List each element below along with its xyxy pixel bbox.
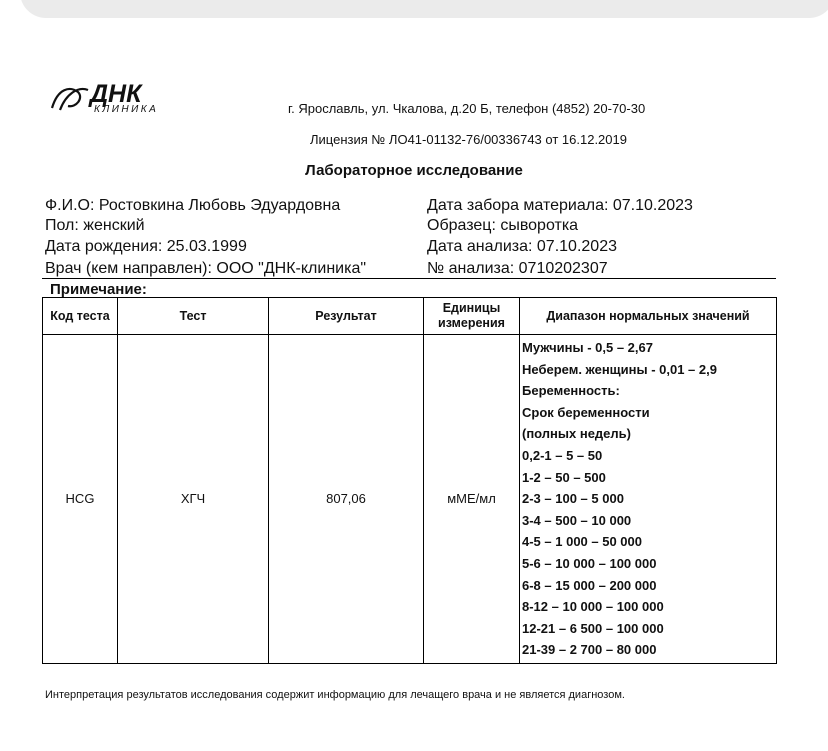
patient-name: Ф.И.О: Ростовкина Любовь Эдуардовна <box>45 197 341 214</box>
range-line: (полных недель) <box>522 426 631 442</box>
header-units: Единицы измерения <box>424 298 520 335</box>
range-line: 6-8 – 15 000 – 200 000 <box>522 577 657 593</box>
analysis-date: Дата анализа: 07.10.2023 <box>427 238 617 255</box>
table-row <box>43 335 777 664</box>
table-header-row <box>43 298 777 335</box>
patient-birth-date: Дата рождения: 25.03.1999 <box>45 238 247 255</box>
logo-sub: КЛИНИКА <box>94 104 159 115</box>
range-line: 4-5 – 1 000 – 50 000 <box>522 534 642 550</box>
range-line: 12-21 – 6 500 – 100 000 <box>522 620 664 636</box>
sample-type: Образец: сыворотка <box>427 217 579 234</box>
cell-reference-ranges <box>520 335 777 664</box>
page-title: Лабораторное исследование <box>305 162 523 179</box>
range-line: Беременность: <box>522 383 620 399</box>
cell-result: 807,06 <box>269 335 424 664</box>
range-line: 8-12 – 10 000 – 100 000 <box>522 599 664 615</box>
header-test-code: Код теста <box>43 298 118 335</box>
results-table <box>42 297 777 664</box>
range-line: 5-6 – 10 000 – 100 000 <box>522 555 657 571</box>
range-line: Мужчины - 0,5 – 2,67 <box>522 340 653 355</box>
window-top-bar <box>20 0 828 18</box>
analysis-number: № анализа: 0710202307 <box>427 260 608 277</box>
header-test: Тест <box>118 298 269 335</box>
clinic-address: г. Ярославль, ул. Чкалова, д.20 Б, телефон (4852) 20-70-30 <box>288 101 646 116</box>
range-line: Неберем. женщины - 0,01 – 2,9 <box>522 361 717 377</box>
range-line: 1-2 – 50 – 500 <box>522 469 606 485</box>
range-line: 0,2-1 – 5 – 50 <box>522 447 603 463</box>
cell-test-name: ХГЧ <box>118 335 269 664</box>
header-divider <box>42 278 776 279</box>
range-line: 2-3 – 100 – 5 000 <box>522 491 624 507</box>
clinic-license: Лицензия № ЛО41-01132-76/00336743 от 16.12.2019 <box>310 132 627 147</box>
referring-doctor: Врач (кем направлен): ООО "ДНК-клиника" <box>45 260 367 277</box>
note-label: Примечание: <box>50 281 147 298</box>
range-line: 3-4 – 500 – 10 000 <box>522 512 632 528</box>
collection-date: Дата забора материала: 07.10.2023 <box>427 197 693 214</box>
header-result: Результат <box>269 298 424 335</box>
range-line: 21-39 – 2 700 – 80 000 <box>522 642 657 658</box>
logo-brand: ДНК <box>90 80 142 108</box>
dnk-clinic-logo <box>48 80 193 116</box>
range-line: Срок беременности <box>522 404 650 420</box>
header-reference-range: Диапазон нормальных значений <box>520 298 777 335</box>
disclaimer-footer: Интерпретация результатов исследования содержит информацию для лечащего врача и не является диагнозом. <box>45 689 625 701</box>
cell-units: мМЕ/мл <box>424 335 520 664</box>
patient-sex: Пол: женский <box>45 217 145 234</box>
cell-test-code: HCG <box>43 335 118 664</box>
